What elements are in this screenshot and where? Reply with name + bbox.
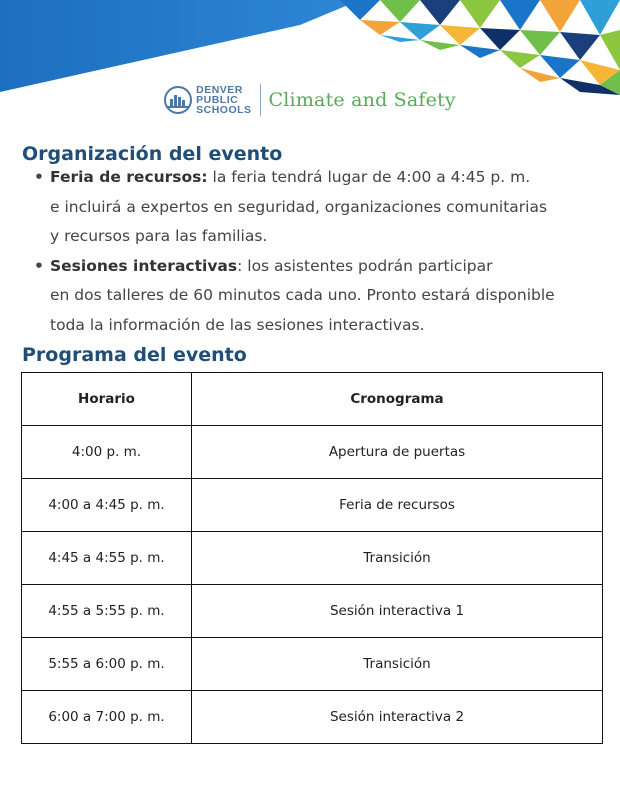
header-logo xyxy=(0,80,620,120)
time-cell: 5:55 a 6:00 p. m. xyxy=(22,638,192,691)
item-text: y recursos para las familias. xyxy=(50,227,268,245)
logo-line-1: DENVER xyxy=(196,84,243,96)
activity-cell: Apertura de puertas xyxy=(192,426,603,479)
dps-skyline-icon xyxy=(164,86,192,114)
item-text: en dos talleres de 60 minutos cada uno. Pronto estará disponible xyxy=(50,286,555,304)
time-cell: 4:45 a 4:55 p. m. xyxy=(22,532,192,585)
logo-line-2: PUBLIC xyxy=(196,94,239,106)
organization-heading: Organización del evento xyxy=(22,143,283,165)
activity-cell: Transición xyxy=(192,638,603,691)
list-item-resource-fair xyxy=(34,163,594,252)
time-cell: 4:55 a 5:55 p. m. xyxy=(22,585,192,638)
table-header-row xyxy=(22,373,603,426)
time-cell: 4:00 a 4:45 p. m. xyxy=(22,479,192,532)
list-item-interactive-sessions xyxy=(34,252,594,341)
logo-line-3: SCHOOLS xyxy=(196,104,252,116)
program-table xyxy=(21,372,603,744)
table-row xyxy=(22,638,603,691)
table-row xyxy=(22,691,603,744)
organization-list xyxy=(34,163,594,340)
dps-wordmark xyxy=(196,85,251,115)
activity-cell: Sesión interactiva 1 xyxy=(192,585,603,638)
department-name: Climate and Safety xyxy=(268,89,456,111)
logo-divider xyxy=(260,84,261,116)
activity-cell: Feria de recursos xyxy=(192,479,603,532)
program-heading: Programa del evento xyxy=(22,344,247,366)
table-row xyxy=(22,426,603,479)
item-text: toda la información de las sesiones interactivas. xyxy=(50,315,425,334)
time-cell: 6:00 a 7:00 p. m. xyxy=(22,691,192,744)
item-text: la feria tendrá lugar de 4:00 a 4:45 p. m. xyxy=(207,168,531,186)
activity-cell: Sesión interactiva 2 xyxy=(192,691,603,744)
table-row xyxy=(22,479,603,532)
activity-cell: Transición xyxy=(192,532,603,585)
table-row xyxy=(22,585,603,638)
item-label: Sesiones interactivas xyxy=(50,256,238,275)
item-text: : los asistentes podrán participar xyxy=(237,256,493,275)
time-cell: 4:00 p. m. xyxy=(22,426,192,479)
item-text: e incluirá a expertos en seguridad, organizaciones comunitarias xyxy=(50,197,548,216)
column-header-schedule: Cronograma xyxy=(192,373,603,426)
column-header-time: Horario xyxy=(22,373,192,426)
item-label: Feria de recursos: xyxy=(50,168,208,186)
table-row xyxy=(22,532,603,585)
